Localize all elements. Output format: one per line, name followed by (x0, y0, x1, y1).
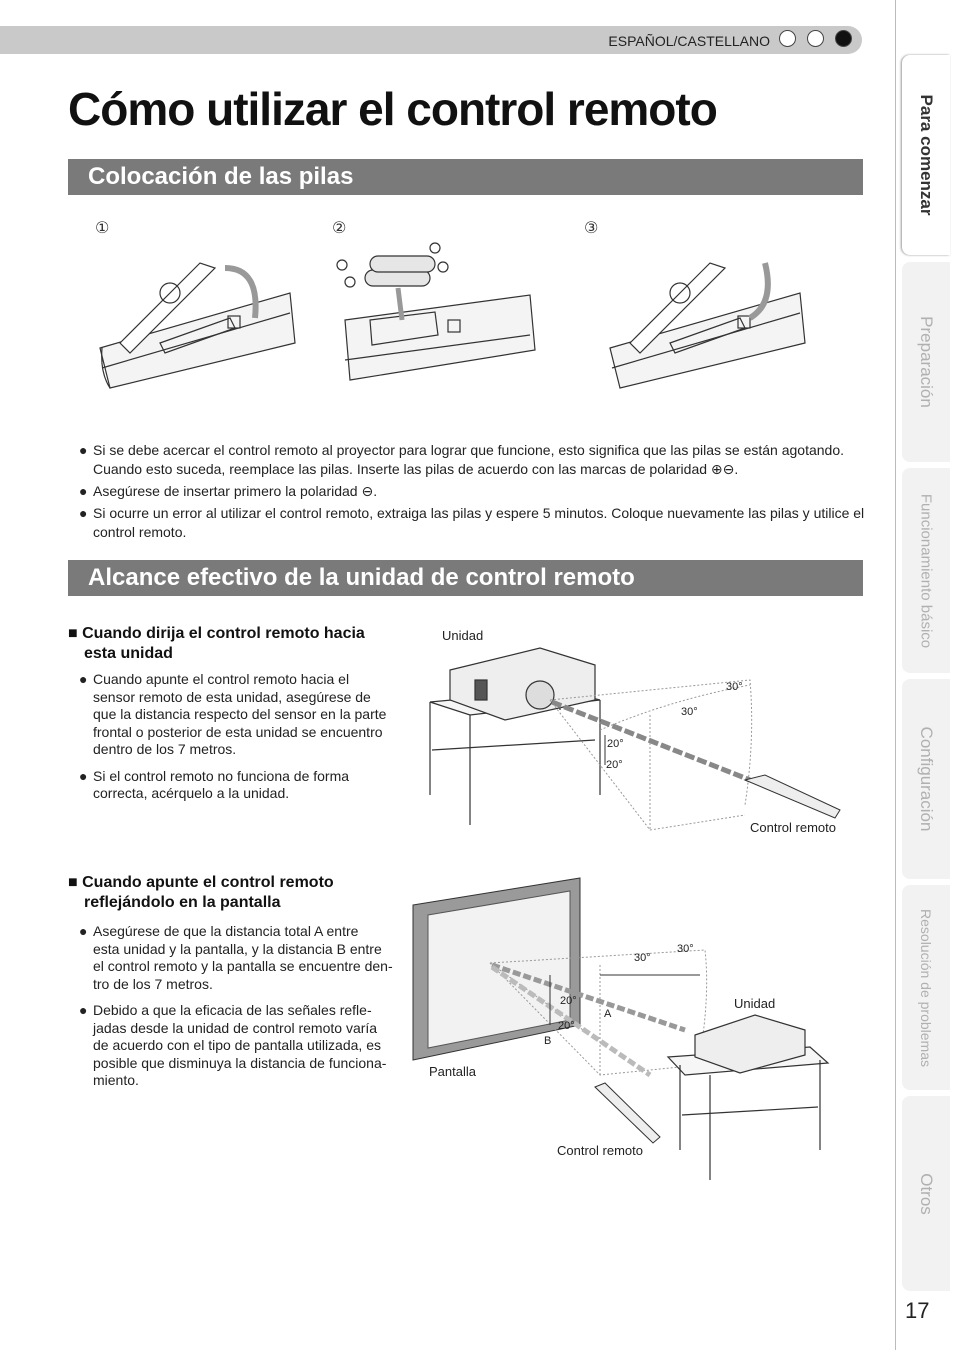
battery-step-1-illustration (90, 248, 310, 393)
tab-otros[interactable]: Otros (902, 1096, 950, 1291)
circle-empty-icon (779, 30, 796, 47)
tab-configuracion[interactable]: Configuración (902, 679, 950, 879)
battery-step-3-illustration (600, 248, 820, 393)
direct-notes (79, 671, 403, 803)
tab-para-comenzar[interactable]: Para comenzar (902, 55, 950, 255)
tab-preparacion[interactable]: Preparación (902, 262, 950, 462)
list-item: ● Si se debe acercar el control remoto al proyector para lograr que funcione, esto significa que las pilas se están agotando. (79, 442, 844, 458)
language-bar (0, 26, 862, 54)
side-tab-bar (895, 0, 954, 1350)
step-2-number: ② (332, 220, 347, 237)
section-heading-range (68, 560, 863, 596)
list-item: ● Debido a que la eficacia de las señales refle- jadas desde la unidad de control remoto varía de acuerdo con el tipo de pantalla utilizada, es posible que disminuya la distancia de funciona- miento. (79, 1002, 387, 1088)
tab-funcionamiento-basico[interactable]: Funcionamiento básico (902, 468, 950, 673)
angle-label: 20° (607, 738, 624, 750)
remote-label: Control remoto (557, 1143, 643, 1158)
battery-step-2-illustration (330, 240, 550, 390)
unit-label: Unidad (734, 996, 776, 1011)
list-item-continuation: Cuando esto suceda, reemplace las pilas. Inserte las pilas de acuerdo con las marcas de polaridad ⊕⊖. (93, 461, 739, 477)
subheading-reflect: ■ Cuando apunte el control remoto reflejándolo en la pantalla (68, 874, 334, 911)
angle-label: 30° (677, 943, 694, 955)
screen-label: Pantalla (429, 1064, 476, 1079)
section-heading-text: Alcance efectivo de la unidad de control remoto (88, 564, 635, 591)
circle-filled-icon (835, 30, 852, 47)
distance-b-label: B (544, 1035, 552, 1047)
angle-label: 20° (558, 1020, 575, 1032)
minus-icon: ⊖ (722, 461, 735, 477)
subheading-direct: ■ Cuando dirija el control remoto hacia esta unidad (68, 625, 365, 662)
reflect-notes (79, 923, 408, 1090)
step-1-number: ① (95, 220, 110, 237)
list-item-continuation: control remoto. (93, 524, 187, 540)
direct-range-diagram (420, 640, 860, 840)
list-item: ● Si ocurre un error al utilizar el control remoto, extraiga las pilas y espere 5 minutos. Coloque nuevamente las pilas y utilice el (79, 505, 865, 521)
angle-label: 30° (726, 681, 743, 693)
tab-resolucion-de-problemas[interactable]: Resolución de problemas (902, 885, 950, 1090)
distance-a-label: A (604, 1008, 612, 1020)
page-number: 17 (905, 1298, 930, 1323)
list-item: ● Si el control remoto no funciona de forma correcta, acérquelo a la unidad. (79, 767, 350, 801)
minus-icon: ⊖ (361, 483, 374, 499)
angle-label: 30° (681, 706, 698, 718)
list-item: ● Cuando apunte el control remoto hacia el sensor remoto de esta unidad, asegúrese de que la distancia respecto del sensor en la parte frontal o posterior de esta unidad se encuentro dentro de los 7 metros. (79, 671, 387, 757)
plus-icon: ⊕ (710, 461, 723, 477)
section-heading-text: Colocación de las pilas (88, 163, 354, 190)
section-heading-batteries (68, 159, 863, 195)
battery-notes (79, 441, 893, 542)
remote-label: Control remoto (750, 820, 836, 835)
angle-label: 20° (560, 995, 577, 1007)
unit-label: Unidad (442, 628, 484, 643)
angle-label: 20° (606, 759, 623, 771)
page-title: Cómo utilizar el control remoto (68, 83, 717, 135)
step-3-number: ③ (584, 220, 599, 237)
circle-empty-icon (807, 30, 824, 47)
list-item: ● Asegúrese de insertar primero la polaridad ⊖. (79, 483, 378, 499)
angle-label: 30° (634, 952, 651, 964)
list-item: ● Asegúrese de que la distancia total A entre esta unidad y la pantalla, y la distancia B entre el control remoto y la pantalla se encuentre den- tro de los 7 metros. (79, 923, 393, 992)
language-label: ESPAÑOL/CASTELLANO (608, 33, 770, 49)
